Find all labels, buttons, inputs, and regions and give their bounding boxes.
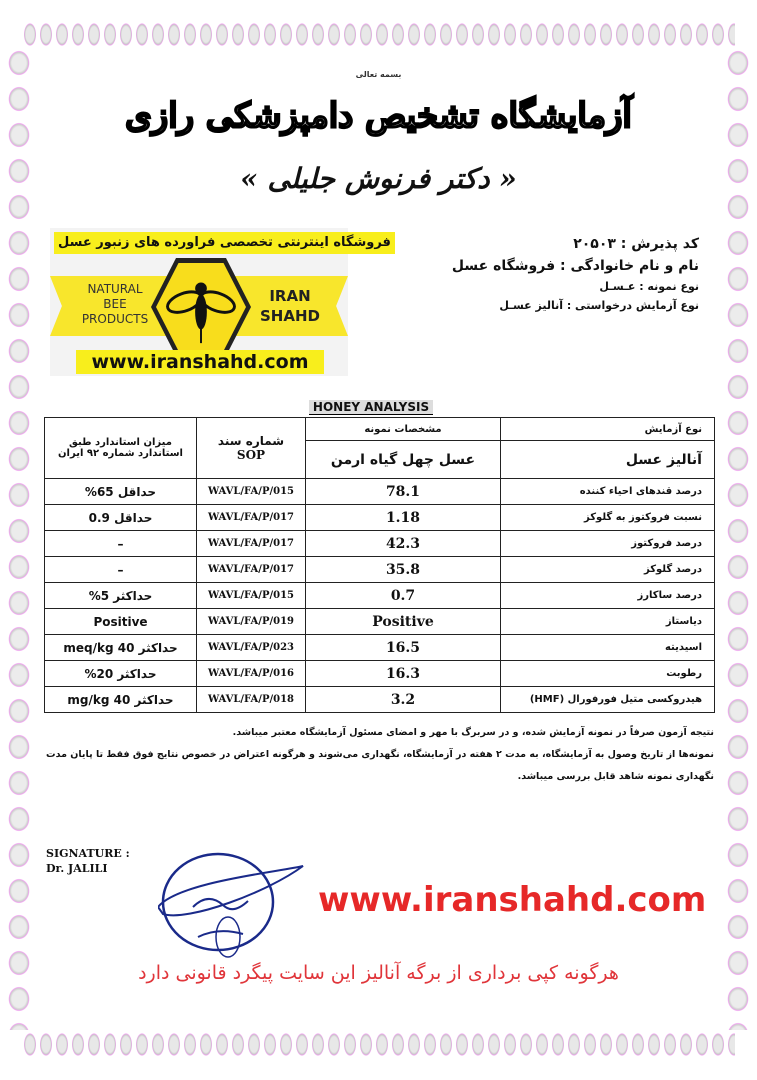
cell-value: 3.2 <box>306 687 501 713</box>
decorative-frame-top <box>22 18 735 48</box>
cell-sop: WAVL/FA/P/015 <box>197 479 306 505</box>
doctor-name: « دکتر فرنوش جلیلی » <box>240 162 517 195</box>
logo-line: PRODUCTS <box>81 312 149 326</box>
cell-test: رطوبت <box>501 661 715 687</box>
bismillah: بسمه تعالی <box>355 70 402 79</box>
cell-sop: WAVL/FA/P/015 <box>197 583 306 609</box>
table-row <box>45 687 715 713</box>
table-row <box>45 609 715 635</box>
client-name: نام و نام خانوادگی : فروشگاه عسل <box>451 258 699 274</box>
cell-test: دیاستاز <box>501 609 715 635</box>
cell-standard: حداکثر 40 mg/kg <box>45 687 197 713</box>
sample-type: نوع نمونه : عـسـل <box>599 280 699 293</box>
cell-test: درصد فروکتوز <box>501 531 715 557</box>
cell-standard: حداکثر 20% <box>45 661 197 687</box>
logo-right-text <box>250 286 330 326</box>
logo-line: NATURAL <box>87 282 143 296</box>
cell-standard: – <box>45 531 197 557</box>
sample-name: عسل چهل گیاه ارمن <box>306 441 501 479</box>
note: نمونه‌ها از تاریخ وصول به آزمایشگاه، به مدت ۲ هفته در آزمایشگاه، نگهداری می‌شوند و هرگونه اعتراض در خصوص نتایج فوق فقط تا پایان مدت نگهداری نمونه شاهد قابل بررسی میباشد. <box>46 749 714 782</box>
watermark: www.iranshahd.com <box>318 880 707 920</box>
table-row <box>45 557 715 583</box>
cell-value: 0.7 <box>306 583 501 609</box>
cell-sop: WAVL/FA/P/019 <box>197 609 306 635</box>
cell-standard: حداقل 65% <box>45 479 197 505</box>
cell-sop: WAVL/FA/P/017 <box>197 557 306 583</box>
cell-value: 16.3 <box>306 661 501 687</box>
copy-warning: هرگونه کپی برداری از برگه آنالیز این سایت پیگرد قانونی دارد <box>138 962 619 984</box>
cell-value: 1.18 <box>306 505 501 531</box>
signature-label: SIGNATURE : <box>46 847 130 860</box>
cell-test: درصد گلوکز <box>501 557 715 583</box>
cell-value: Positive <box>306 609 501 635</box>
test-name: آنالیز عسل <box>501 441 715 479</box>
cell-standard: – <box>45 557 197 583</box>
cell-value: 78.1 <box>306 479 501 505</box>
cell-sop: WAVL/FA/P/017 <box>197 505 306 531</box>
logo-line: SHAHD <box>260 307 320 325</box>
reception-code: کد پذیرش : ۲۰۵۰۳ <box>573 236 699 252</box>
cell-standard: حداقل 0.9 <box>45 505 197 531</box>
table-row <box>45 505 715 531</box>
cell-test: هیدروکسی متیل فورفورال (HMF) <box>501 687 715 713</box>
header-sop <box>197 418 306 479</box>
iranshahd-logo <box>50 228 391 376</box>
table-title: HONEY ANALYSIS <box>309 400 433 415</box>
logo-left-text <box>70 282 160 327</box>
signatory-name: Dr. JALILI <box>46 862 108 875</box>
lab-stamp <box>158 852 308 966</box>
reception-info <box>452 236 699 318</box>
header-sop-fa: شماره سند <box>217 434 285 448</box>
table-row <box>45 531 715 557</box>
cell-value: 35.8 <box>306 557 501 583</box>
logo-line: BEE <box>103 297 127 311</box>
signature-block <box>46 846 130 876</box>
cell-sop: WAVL/FA/P/023 <box>197 635 306 661</box>
cell-standard: Positive <box>45 609 197 635</box>
header-test-type: نوع آزمایش <box>501 418 715 441</box>
cell-sop: WAVL/FA/P/018 <box>197 687 306 713</box>
cell-standard: حداکثر 40 meq/kg <box>45 635 197 661</box>
cell-sop: WAVL/FA/P/016 <box>197 661 306 687</box>
cell-value: 42.3 <box>306 531 501 557</box>
header-sop-en: SOP <box>236 448 266 462</box>
lab-title: آزمایشگاه تشخیص دامپزشکی رازی <box>125 96 632 136</box>
table-row <box>45 583 715 609</box>
cell-value: 16.5 <box>306 635 501 661</box>
cell-test: اسیدیته <box>501 635 715 661</box>
logo-slogan: فروشگاه اینترنتی تخصصی فراورده های زنبور عسل <box>54 232 395 254</box>
cell-test: نسبت فروکتوز به گلوکز <box>501 505 715 531</box>
table-row <box>45 661 715 687</box>
cell-test: درصد قندهای احیاء کننده <box>501 479 715 505</box>
cell-test: درصد ساکارز <box>501 583 715 609</box>
requested-test: نوع آزمایش درخواستی : آنالیز عسـل <box>499 299 699 312</box>
logo-url: www.iranshahd.com <box>76 350 324 374</box>
logo-line: IRAN <box>269 287 311 305</box>
honey-analysis-table <box>44 417 715 713</box>
decorative-frame-bottom <box>22 1028 735 1058</box>
notes <box>44 722 714 788</box>
header-sample-spec: مشخصات نمونه <box>306 418 501 441</box>
table-row <box>45 479 715 505</box>
cell-standard: حداکثر 5% <box>45 583 197 609</box>
cell-sop: WAVL/FA/P/017 <box>197 531 306 557</box>
table-row <box>45 635 715 661</box>
header-standard: میزان استاندارد طبق استاندارد شماره ۹۲ ایران <box>45 418 197 479</box>
note: نتیجه آزمون صرفاً در نمونه آزمایش شده، و در سربرگ با مهر و امضای مسئول آزمایشگاه معتبر میباشد. <box>232 727 714 738</box>
